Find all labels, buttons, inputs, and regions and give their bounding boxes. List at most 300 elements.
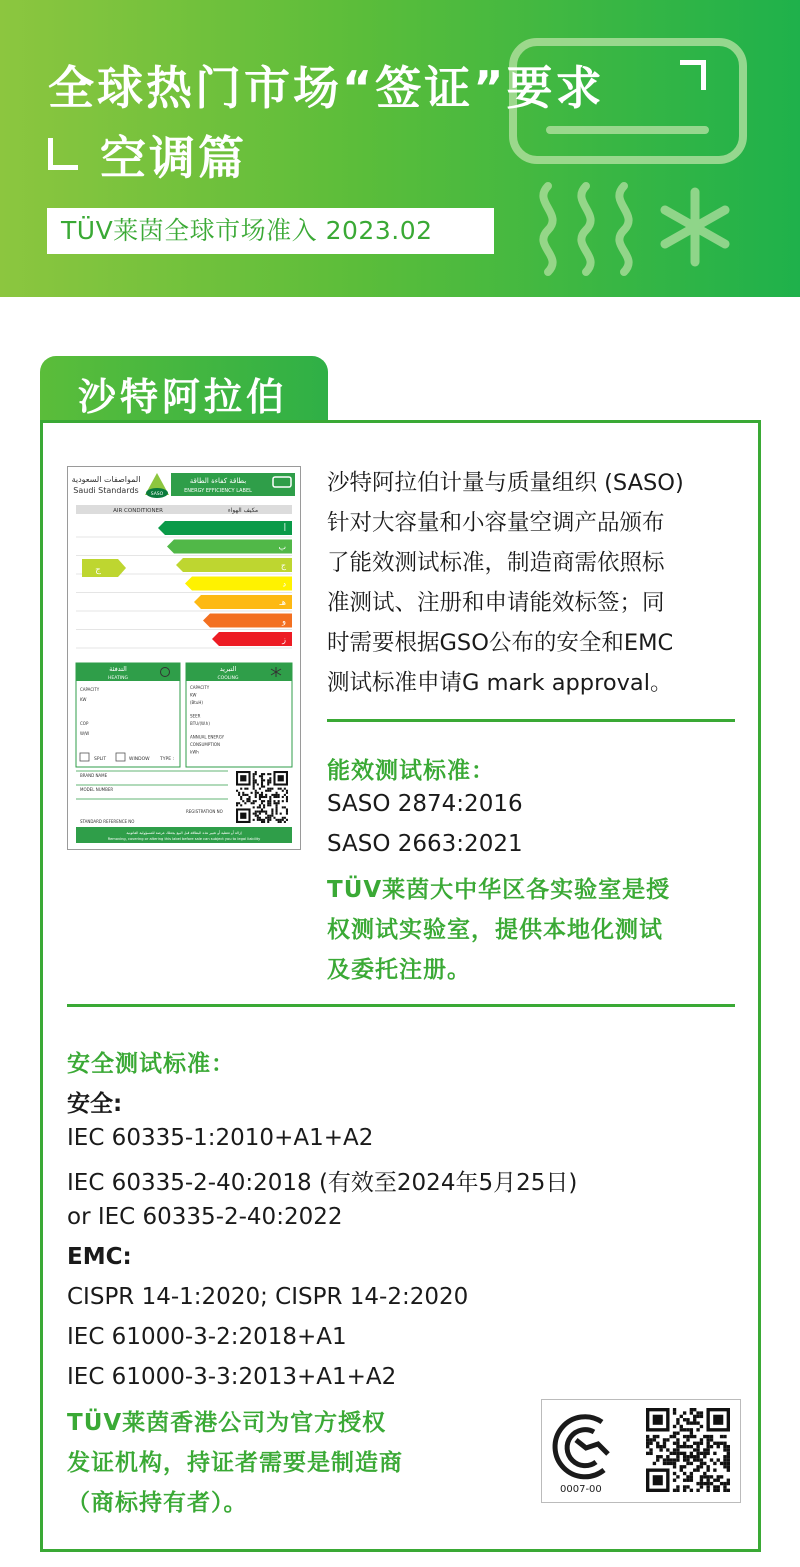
safety-standard: IEC 60335-1:2010+A1+A2 — [67, 1125, 374, 1151]
g-mark-box — [541, 1399, 741, 1503]
qr-module — [269, 815, 271, 817]
qr-module — [273, 802, 275, 804]
qr-module — [673, 1442, 676, 1445]
qr-module — [696, 1421, 699, 1424]
qr-module — [693, 1421, 696, 1424]
qr-module — [259, 775, 261, 777]
qr-module — [720, 1435, 723, 1438]
grade-letter: و — [282, 616, 286, 626]
qr-module — [723, 1448, 726, 1451]
qr-module — [717, 1442, 720, 1445]
qr-module — [706, 1468, 709, 1471]
qr-module — [690, 1411, 693, 1414]
qr-module — [255, 800, 257, 802]
qr-module — [673, 1479, 676, 1482]
qr-module — [700, 1458, 703, 1461]
qr-module — [696, 1445, 699, 1448]
corner-bracket-right — [680, 60, 706, 90]
qr-module — [717, 1489, 720, 1492]
qr-module — [723, 1465, 726, 1468]
qr-module — [710, 1438, 713, 1441]
qr-module — [276, 813, 278, 815]
qr-module — [720, 1462, 723, 1465]
qr-module — [656, 1435, 659, 1438]
qr-module — [676, 1475, 679, 1478]
qr-module — [717, 1479, 720, 1482]
qr-module — [238, 792, 240, 794]
qr-module — [653, 1462, 656, 1465]
qr-module — [690, 1489, 693, 1492]
qr-module — [723, 1482, 726, 1485]
qr-module — [263, 796, 265, 798]
qr-module — [253, 819, 255, 821]
label-product-bar — [76, 505, 292, 514]
qr-module — [284, 821, 286, 823]
qr-module — [717, 1445, 720, 1448]
qr-module — [263, 800, 265, 802]
qr-module — [242, 794, 244, 796]
cooling-field-label: CAPACITY — [190, 685, 210, 690]
qr-module — [673, 1408, 676, 1411]
qr-module — [253, 806, 255, 808]
label-card-ar: بطاقة كفاءة الطاقة — [189, 477, 247, 485]
grade-letter: هـ — [279, 598, 286, 607]
qr-module — [255, 781, 257, 783]
qr-module — [267, 783, 269, 785]
qr-module — [666, 1458, 669, 1461]
qr-module — [257, 783, 259, 785]
qr-module — [253, 788, 255, 790]
qr-module — [271, 808, 273, 810]
qr-module — [686, 1485, 689, 1488]
qr-module — [680, 1468, 683, 1471]
qr-module — [240, 796, 242, 798]
qr-module — [236, 802, 238, 804]
qr-module — [670, 1435, 673, 1438]
qr-module — [700, 1411, 703, 1414]
g-mark-qr-code-icon — [646, 1408, 730, 1492]
qr-module — [723, 1458, 726, 1461]
qr-module — [690, 1472, 693, 1475]
qr-module — [273, 796, 275, 798]
rating-arrow — [82, 559, 126, 577]
qr-module — [727, 1462, 730, 1465]
heating-ar: التدفئة — [109, 665, 127, 673]
qr-module — [676, 1448, 679, 1451]
grade-letter: أ — [283, 524, 286, 533]
safety-note-line: （商标持有者）。 — [67, 1490, 248, 1516]
qr-module — [696, 1442, 699, 1445]
qr-module — [242, 800, 244, 802]
qr-module — [276, 796, 278, 798]
footer-en: Removing, covering or altering this label before sale can subject you to legal liability — [107, 837, 261, 841]
qr-module — [706, 1489, 709, 1492]
qr-module — [263, 786, 265, 788]
qr-module — [278, 821, 280, 823]
qr-module — [261, 800, 263, 802]
qr-module — [690, 1475, 693, 1478]
qr-module — [278, 802, 280, 804]
qr-module — [680, 1415, 683, 1418]
qr-module — [666, 1438, 669, 1441]
qr-module — [276, 819, 278, 821]
qr-module — [261, 808, 263, 810]
qr-module — [242, 792, 244, 794]
qr-module — [706, 1482, 709, 1485]
qr-finder — [653, 1415, 663, 1425]
qr-module — [690, 1428, 693, 1431]
qr-module — [673, 1425, 676, 1428]
qr-module — [680, 1465, 683, 1468]
qr-module — [649, 1442, 652, 1445]
intro-line: 时需要根据GSO公布的安全和EMC — [327, 630, 674, 656]
qr-module — [676, 1458, 679, 1461]
heating-field-label: W/W — [80, 731, 90, 736]
qr-module — [238, 794, 240, 796]
qr-module — [703, 1482, 706, 1485]
qr-module — [727, 1452, 730, 1455]
qr-module — [253, 773, 255, 775]
qr-module — [259, 796, 261, 798]
qr-module — [267, 815, 269, 817]
qr-module — [720, 1475, 723, 1478]
qr-module — [284, 794, 286, 796]
qr-module — [683, 1489, 686, 1492]
qr-module — [261, 794, 263, 796]
qr-module — [653, 1438, 656, 1441]
qr-finder — [653, 1475, 663, 1485]
cooling-fields — [190, 685, 225, 755]
qr-module — [251, 792, 253, 794]
qr-module — [276, 804, 278, 806]
qr-module — [261, 773, 263, 775]
qr-module — [656, 1455, 659, 1458]
qr-module — [656, 1458, 659, 1461]
qr-module — [686, 1455, 689, 1458]
qr-module — [286, 796, 288, 798]
qr-module — [253, 800, 255, 802]
qr-module — [686, 1458, 689, 1461]
qr-module — [240, 804, 242, 806]
safety-standard: or IEC 60335-2-40:2022 — [67, 1204, 343, 1230]
qr-module — [706, 1442, 709, 1445]
qr-module — [267, 788, 269, 790]
cooling-field-label: (BtuH) — [190, 700, 203, 705]
qr-module — [670, 1458, 673, 1461]
grade-arrows — [76, 521, 292, 648]
qr-module — [265, 813, 267, 815]
qr-module — [649, 1452, 652, 1455]
qr-module — [273, 794, 275, 796]
qr-module — [700, 1462, 703, 1465]
grade-letter: ج — [280, 561, 286, 570]
qr-module — [255, 794, 257, 796]
qr-module — [286, 811, 288, 813]
qr-module — [255, 779, 257, 781]
qr-module — [710, 1482, 713, 1485]
qr-module — [727, 1489, 730, 1492]
qr-module — [686, 1475, 689, 1478]
qr-module — [693, 1458, 696, 1461]
qr-module — [703, 1435, 706, 1438]
qr-module — [680, 1452, 683, 1455]
qr-module — [269, 796, 271, 798]
qr-module — [720, 1442, 723, 1445]
qr-module — [723, 1455, 726, 1458]
qr-module — [255, 790, 257, 792]
grade-bar — [212, 632, 292, 646]
qr-module — [690, 1432, 693, 1435]
qr-module — [286, 790, 288, 792]
qr-module — [717, 1458, 720, 1461]
qr-module — [659, 1448, 662, 1451]
footer-ar: إزالة أو تغطية أو تغيير هذه البطاقة قبل البيع يجعلك عرضة للمسؤولية القانونية — [126, 831, 242, 835]
qr-module — [717, 1485, 720, 1488]
qr-module — [269, 817, 271, 819]
grade-bar — [185, 577, 292, 591]
qr-module — [693, 1448, 696, 1451]
qr-module — [244, 802, 246, 804]
registration-field: REGISTRATION NO — [186, 809, 223, 814]
qr-module — [257, 811, 259, 813]
qr-module — [236, 790, 238, 792]
cooling-en: COOLING — [217, 676, 239, 681]
safety-note-line: TÜV莱茵香港公司为官方授权 — [67, 1410, 387, 1436]
qr-module — [244, 788, 246, 790]
qr-module — [673, 1465, 676, 1468]
qr-module — [248, 796, 250, 798]
qr-module — [673, 1489, 676, 1492]
qr-module — [286, 792, 288, 794]
qr-module — [713, 1485, 716, 1488]
qr-module — [259, 806, 261, 808]
qr-module — [663, 1458, 666, 1461]
qr-module — [670, 1462, 673, 1465]
qr-module — [263, 811, 265, 813]
qr-module — [686, 1428, 689, 1431]
qr-module — [280, 813, 282, 815]
qr-module — [676, 1455, 679, 1458]
qr-module — [676, 1485, 679, 1488]
qr-module — [683, 1442, 686, 1445]
qr-module — [263, 804, 265, 806]
qr-module — [278, 788, 280, 790]
qr-finder — [240, 775, 246, 781]
qr-module — [261, 779, 263, 781]
qr-module — [696, 1415, 699, 1418]
qr-module — [240, 798, 242, 800]
qr-module — [269, 781, 271, 783]
qr-module — [267, 773, 269, 775]
qr-module — [700, 1475, 703, 1478]
grade-bar — [158, 521, 292, 535]
qr-module — [259, 788, 261, 790]
qr-module — [700, 1415, 703, 1418]
qr-module — [703, 1475, 706, 1478]
qr-module — [286, 800, 288, 802]
efficiency-standard: SASO 2663:2021 — [327, 831, 523, 857]
qr-module — [666, 1455, 669, 1458]
qr-module — [267, 790, 269, 792]
qr-module — [257, 815, 259, 817]
header-banner — [0, 0, 800, 297]
qr-module — [700, 1479, 703, 1482]
qr-module — [700, 1465, 703, 1468]
qr-module — [269, 819, 271, 821]
qr-module — [276, 811, 278, 813]
qr-module — [686, 1418, 689, 1421]
qr-module — [259, 804, 261, 806]
qr-module — [683, 1418, 686, 1421]
qr-module — [259, 794, 261, 796]
qr-module — [680, 1425, 683, 1428]
qr-module — [696, 1465, 699, 1468]
qr-module — [236, 804, 238, 806]
efficiency-standard: SASO 2874:2016 — [327, 791, 523, 817]
qr-module — [271, 788, 273, 790]
qr-module — [282, 819, 284, 821]
qr-module — [284, 806, 286, 808]
efficiency-note-line: 及委托注册。 — [327, 957, 471, 983]
checkbox-split — [80, 753, 89, 761]
qr-module — [676, 1438, 679, 1441]
qr-module — [251, 802, 253, 804]
grade-letter: ب — [278, 542, 286, 552]
heating-field-label: CAPACITY — [80, 687, 100, 692]
qr-module — [246, 798, 248, 800]
qr-module — [261, 792, 263, 794]
qr-module — [246, 788, 248, 790]
label-product-ar: مكيف الهواء — [227, 507, 259, 514]
qr-module — [706, 1448, 709, 1451]
qr-module — [683, 1452, 686, 1455]
qr-module — [723, 1435, 726, 1438]
qr-module — [686, 1462, 689, 1465]
qr-module — [673, 1411, 676, 1414]
qr-module — [706, 1479, 709, 1482]
qr-module — [673, 1452, 676, 1455]
qr-module — [703, 1455, 706, 1458]
option-window: WINDOW — [129, 757, 150, 762]
qr-module — [656, 1445, 659, 1448]
qr-module — [267, 802, 269, 804]
qr-module — [646, 1442, 649, 1445]
qr-module — [265, 811, 267, 813]
g-mark-code: 0007-00 — [560, 1484, 602, 1495]
qr-module — [253, 786, 255, 788]
qr-module — [706, 1445, 709, 1448]
qr-module — [278, 800, 280, 802]
qr-module — [255, 815, 257, 817]
qr-module — [259, 811, 261, 813]
qr-module — [255, 796, 257, 798]
qr-module — [276, 806, 278, 808]
qr-module — [673, 1472, 676, 1475]
qr-module — [265, 796, 267, 798]
qr-module — [267, 819, 269, 821]
saso-logo-text: SASO — [150, 492, 164, 497]
qr-module — [261, 796, 263, 798]
qr-module — [676, 1452, 679, 1455]
qr-module — [663, 1442, 666, 1445]
qr-module — [269, 777, 271, 779]
qr-module — [267, 781, 269, 783]
qr-module — [261, 777, 263, 779]
qr-module — [693, 1455, 696, 1458]
qr-module — [723, 1485, 726, 1488]
qr-module — [686, 1421, 689, 1424]
qr-module — [676, 1418, 679, 1421]
efficiency-note-line: TÜV莱茵大中华区各实验室是授 — [327, 877, 671, 903]
qr-module — [263, 773, 265, 775]
qr-module — [267, 821, 269, 823]
qr-module — [248, 800, 250, 802]
qr-module — [653, 1435, 656, 1438]
qr-module — [267, 804, 269, 806]
qr-module — [693, 1415, 696, 1418]
qr-module — [710, 1458, 713, 1461]
qr-module — [259, 819, 261, 821]
intro-line: 测试标准申请G mark approval。 — [327, 670, 673, 696]
qr-module — [727, 1479, 730, 1482]
qr-module — [269, 798, 271, 800]
qr-module — [261, 783, 263, 785]
qr-module — [690, 1435, 693, 1438]
label-card-en: ENERGY EFFICIENCY LABEL — [184, 488, 252, 494]
qr-module — [676, 1489, 679, 1492]
qr-module — [282, 800, 284, 802]
qr-module — [286, 813, 288, 815]
qr-module — [703, 1448, 706, 1451]
standard-ref: STANDARD REFERENCE NO — [80, 819, 135, 824]
qr-module — [261, 802, 263, 804]
energy-label-graphic — [68, 467, 299, 848]
g-mark-icon — [555, 1417, 608, 1477]
qr-module — [723, 1462, 726, 1465]
qr-module — [276, 792, 278, 794]
qr-module — [253, 775, 255, 777]
qr-module — [703, 1452, 706, 1455]
qr-module — [717, 1475, 720, 1478]
qr-module — [282, 817, 284, 819]
qr-module — [690, 1445, 693, 1448]
qr-module — [646, 1435, 649, 1438]
qr-module — [656, 1442, 659, 1445]
heating-field-label: COP — [80, 721, 89, 726]
qr-module — [710, 1475, 713, 1478]
qr-module — [683, 1445, 686, 1448]
cooling-field-label: kWh — [190, 749, 199, 755]
qr-module — [727, 1468, 730, 1471]
qr-module — [666, 1462, 669, 1465]
qr-module — [686, 1438, 689, 1441]
qr-module — [276, 802, 278, 804]
qr-module — [696, 1452, 699, 1455]
grade-bar — [176, 558, 292, 572]
label-product-en: AIR CONDITIONER — [113, 508, 163, 514]
qr-module — [693, 1408, 696, 1411]
qr-module — [693, 1418, 696, 1421]
grade-bar — [194, 595, 292, 609]
label-qr-code-icon — [236, 771, 288, 823]
qr-module — [727, 1445, 730, 1448]
qr-module — [271, 813, 273, 815]
qr-module — [286, 819, 288, 821]
qr-module — [269, 802, 271, 804]
qr-finder — [713, 1415, 723, 1425]
qr-module — [253, 813, 255, 815]
qr-module — [261, 821, 263, 823]
